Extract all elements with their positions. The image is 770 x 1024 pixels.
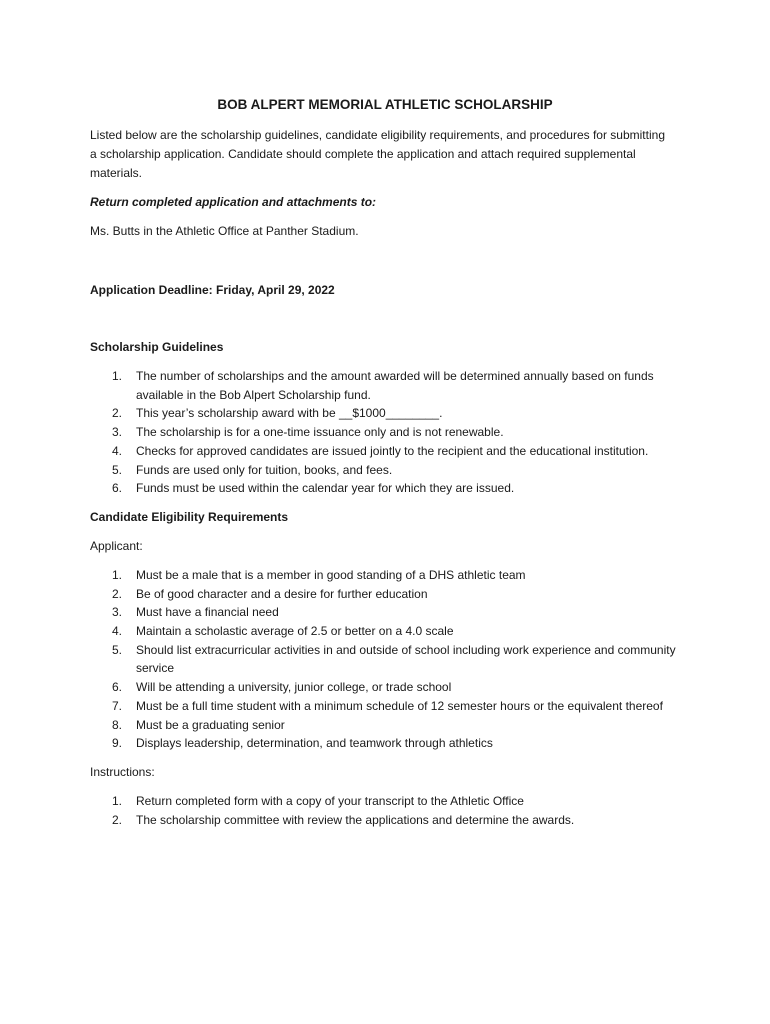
list-text: The scholarship is for a one-time issuance only and is not renewable. — [136, 425, 504, 440]
list-text: Must be a male that is a member in good standing of a DHS athletic team — [136, 567, 526, 582]
list-text: Must be a graduating senior — [136, 717, 285, 732]
list-text: Funds must be used within the calendar year for which they are issued. — [136, 481, 515, 496]
list-number: 2. — [112, 406, 123, 421]
list-number: 5. — [112, 462, 123, 477]
list-item — [90, 479, 680, 498]
list-number: 3. — [112, 605, 123, 620]
list-text: Should list extracurricular activities in and outside of school including work experience and community service — [136, 642, 676, 676]
list-text: Checks for approved candidates are issued jointly to the recipient and the educational institution. — [136, 443, 649, 458]
list-item — [90, 367, 680, 404]
list-text: The scholarship committee with review the applications and determine the awards. — [136, 812, 575, 827]
guidelines-list — [90, 367, 680, 498]
list-item — [90, 811, 680, 830]
list-text: Displays leadership, determination, and teamwork through athletics — [136, 736, 493, 751]
list-item — [90, 734, 680, 753]
list-item — [90, 603, 680, 622]
list-item — [90, 792, 680, 811]
list-number: 4. — [112, 443, 123, 458]
list-text: The number of scholarships and the amount awarded will be determined annually based on funds available in the Bob Alpert Scholarship fund. — [136, 369, 654, 402]
intro-paragraph: Listed below are the scholarship guidelines, candidate eligibility requirements, and procedures for submitting a scholarship application. Candidate should complete the application and attach required supplemental materials. — [90, 128, 665, 180]
list-number: 6. — [112, 680, 123, 695]
list-number: 1. — [112, 567, 123, 582]
list-text: Will be attending a university, junior college, or trade school — [136, 680, 452, 695]
list-number: 3. — [112, 425, 123, 440]
instructions-label: Instructions: — [90, 764, 155, 779]
list-item — [90, 622, 680, 641]
list-item — [90, 404, 680, 423]
list-number: 1. — [112, 793, 123, 808]
list-item — [90, 461, 680, 480]
list-text: Funds are used only for tuition, books, and fees. — [136, 462, 393, 477]
list-text: Maintain a scholastic average of 2.5 or better on a 4.0 scale — [136, 624, 454, 639]
list-item — [90, 423, 680, 442]
eligibility-list — [90, 566, 680, 753]
list-text: Return completed form with a copy of your transcript to the Athletic Office — [136, 793, 524, 808]
return-label: Return completed application and attachments to: — [90, 195, 377, 209]
list-item — [90, 716, 680, 735]
applicant-label: Applicant: — [90, 538, 143, 553]
list-text: Must have a financial need — [136, 605, 279, 620]
list-text: Must be a full time student with a minimum schedule of 12 semester hours or the equivalent thereof — [136, 698, 663, 713]
list-number: 2. — [112, 812, 123, 827]
list-number: 4. — [112, 624, 123, 639]
application-deadline: Application Deadline: Friday, April 29, 2022 — [90, 283, 335, 297]
list-item — [90, 678, 680, 697]
page-title: BOB ALPERT MEMORIAL ATHLETIC SCHOLARSHIP — [217, 97, 553, 112]
list-number: 7. — [112, 698, 123, 713]
list-number: 1. — [112, 369, 123, 383]
list-number: 8. — [112, 717, 123, 732]
list-number: 6. — [112, 481, 123, 496]
list-item — [90, 566, 680, 585]
eligibility-heading: Candidate Eligibility Requirements — [90, 509, 289, 524]
guidelines-heading: Scholarship Guidelines — [90, 340, 224, 354]
return-address: Ms. Butts in the Athletic Office at Panther Stadium. — [90, 224, 359, 238]
document-page — [90, 96, 680, 839]
instructions-list — [90, 792, 680, 829]
list-text: Be of good character and a desire for further education — [136, 586, 428, 601]
list-number: 2. — [112, 586, 123, 601]
list-item — [90, 697, 680, 716]
list-item — [90, 585, 680, 604]
list-number: 9. — [112, 736, 123, 751]
list-number: 5. — [112, 642, 123, 657]
list-item — [90, 641, 680, 678]
list-text: This year’s scholarship award with be __$1000________. — [136, 406, 443, 421]
list-item — [90, 442, 680, 461]
